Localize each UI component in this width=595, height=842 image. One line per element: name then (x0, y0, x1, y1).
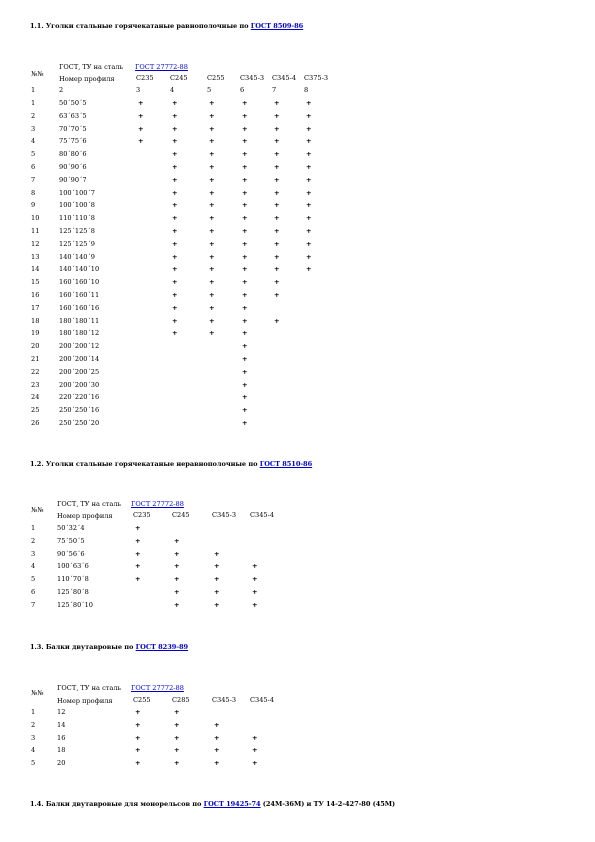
profile-number: 70´70´5 (59, 124, 87, 133)
applicability-mark: + (172, 239, 178, 248)
applicability-mark: + (172, 214, 178, 223)
profile-number: 18 (57, 746, 66, 755)
applicability-mark: + (135, 720, 141, 729)
profile-number: 125´125´8 (59, 227, 95, 235)
applicability-mark: + (252, 759, 258, 768)
applicability-mark: + (135, 562, 141, 571)
applicability-mark: + (274, 291, 280, 299)
profile-number: 220´220´16 (59, 393, 100, 402)
table-3-column-number-header: №№ (31, 689, 44, 697)
applicability-mark: + (209, 329, 215, 338)
applicability-mark: + (242, 201, 248, 210)
applicability-mark: + (214, 549, 220, 558)
applicability-mark: + (174, 600, 180, 609)
applicability-mark: + (174, 536, 180, 545)
applicability-mark: + (209, 252, 215, 261)
applicability-mark: + (214, 759, 220, 768)
grade-header: С375-3 (304, 74, 329, 82)
applicability-mark: + (172, 303, 178, 312)
applicability-mark: + (135, 733, 141, 742)
applicability-mark: + (209, 137, 215, 146)
applicability-mark: + (252, 562, 258, 571)
applicability-mark: + (209, 201, 215, 210)
applicability-mark: + (172, 291, 178, 299)
applicability-mark: + (214, 733, 220, 742)
applicability-mark: + (252, 746, 258, 755)
profile-number: 20 (57, 759, 66, 768)
applicability-mark: + (252, 588, 258, 596)
row-number: 1 (31, 99, 36, 107)
profile-number: 90´56´6 (57, 549, 85, 558)
profile-number: 50´50´5 (59, 99, 87, 107)
applicability-mark: + (274, 214, 280, 223)
applicability-mark: + (242, 124, 248, 133)
column-index-cell: 5 (207, 86, 212, 94)
row-number: 18 (31, 316, 40, 325)
applicability-mark: + (274, 252, 280, 261)
applicability-mark: + (172, 163, 178, 171)
profile-number: 125´80´8 (57, 588, 89, 596)
applicability-mark: + (242, 111, 248, 120)
applicability-mark: + (209, 163, 215, 171)
applicability-mark: + (172, 265, 178, 274)
applicability-mark: + (209, 291, 215, 299)
grade-header: С345-4 (250, 696, 275, 704)
section-1-3-heading-text: 1.3. Балки двутавровые по (30, 643, 136, 651)
profile-number: 125´125´9 (59, 239, 95, 248)
applicability-mark: + (274, 265, 280, 274)
table-2-column-number-header: №№ (31, 506, 44, 514)
row-number: 5 (31, 759, 36, 768)
applicability-mark: + (172, 316, 178, 325)
applicability-mark: + (209, 111, 215, 120)
row-number: 11 (31, 227, 40, 235)
grade-header: С235 (133, 511, 151, 519)
row-number: 9 (31, 201, 36, 210)
grade-header: С345-3 (240, 74, 265, 82)
row-number: 2 (31, 720, 36, 729)
applicability-mark: + (242, 291, 248, 299)
profile-number: 100´63´6 (57, 562, 89, 571)
applicability-mark: + (242, 265, 248, 274)
profile-number: 200´200´12 (59, 342, 100, 351)
profile-number: 125´80´10 (57, 600, 93, 609)
applicability-mark: + (252, 733, 258, 742)
applicability-mark: + (209, 188, 215, 197)
applicability-mark: + (242, 278, 248, 287)
applicability-mark: + (138, 137, 144, 146)
applicability-mark: + (242, 163, 248, 171)
applicability-mark: + (306, 99, 312, 107)
applicability-mark: + (174, 759, 180, 768)
profile-number: 140´140´9 (59, 252, 95, 261)
table-1-gost-tu-label: ГОСТ, ТУ на сталь (59, 63, 124, 71)
applicability-mark: + (306, 124, 312, 133)
profile-number: 110´70´8 (57, 575, 89, 584)
applicability-mark: + (135, 746, 141, 755)
row-number: 5 (31, 575, 36, 584)
applicability-mark: + (274, 111, 280, 120)
row-number: 16 (31, 291, 40, 299)
applicability-mark: + (214, 562, 220, 571)
applicability-mark: + (209, 316, 215, 325)
table-1-profile-header: Номер профиля (59, 75, 115, 83)
applicability-mark: + (172, 111, 178, 120)
row-number: 4 (31, 562, 36, 571)
row-number: 26 (31, 419, 40, 427)
row-number: 2 (31, 536, 36, 545)
row-number: 8 (31, 188, 36, 197)
applicability-mark: + (209, 124, 215, 133)
section-1-1-heading-text: 1.1. Уголки стальные горячекатаные равнополочные по (30, 22, 251, 30)
applicability-mark: + (172, 201, 178, 210)
profile-number: 250´250´20 (59, 419, 100, 427)
grade-header: С285 (172, 696, 190, 704)
applicability-mark: + (172, 278, 178, 287)
profile-number: 16 (57, 733, 66, 742)
row-number: 24 (31, 393, 40, 402)
column-index-cell: 1 (31, 86, 36, 94)
table-2-profile-header: Номер профиля (57, 512, 113, 520)
row-number: 7 (31, 175, 36, 184)
applicability-mark: + (274, 124, 280, 133)
applicability-mark: + (214, 600, 220, 609)
applicability-mark: + (306, 150, 312, 159)
applicability-mark: + (209, 278, 215, 287)
profile-number: 100´100´7 (59, 188, 95, 197)
applicability-mark: + (242, 252, 248, 261)
profile-number: 160´160´11 (59, 291, 100, 299)
applicability-mark: + (209, 99, 215, 107)
applicability-mark: + (274, 239, 280, 248)
row-number: 1 (31, 524, 36, 532)
applicability-mark: + (274, 227, 280, 235)
applicability-mark: + (242, 137, 248, 146)
column-index-cell: 7 (272, 86, 277, 94)
section-1-4-heading (30, 800, 395, 808)
applicability-mark: + (242, 227, 248, 235)
row-number: 3 (31, 124, 36, 133)
row-number: 7 (31, 600, 36, 609)
applicability-mark: + (274, 150, 280, 159)
row-number: 25 (31, 406, 40, 415)
row-number: 21 (31, 355, 40, 363)
applicability-mark: + (209, 227, 215, 235)
applicability-mark: + (135, 759, 141, 768)
applicability-mark: + (274, 201, 280, 210)
applicability-mark: + (274, 99, 280, 107)
applicability-mark: + (306, 188, 312, 197)
profile-number: 200´200´30 (59, 380, 100, 389)
section-1-2-heading-text: 1.2. Уголки стальные горячекатаные неравнополочные по (30, 460, 260, 468)
column-index-cell: 6 (240, 86, 245, 94)
applicability-mark: + (306, 239, 312, 248)
table-3-gost-tu-label: ГОСТ, ТУ на сталь (57, 684, 122, 692)
applicability-mark: + (242, 150, 248, 159)
applicability-mark: + (242, 380, 248, 389)
table-1-gost-27772-88-link[interactable]: ГОСТ 27772-88 (135, 63, 188, 71)
applicability-mark: + (174, 588, 180, 596)
applicability-mark: + (209, 239, 215, 248)
profile-number: 63´63´5 (59, 111, 87, 120)
applicability-mark: + (172, 329, 178, 338)
profile-number: 90´90´7 (59, 175, 87, 184)
applicability-mark: + (242, 329, 248, 338)
applicability-mark: + (209, 150, 215, 159)
applicability-mark: + (174, 746, 180, 755)
row-number: 20 (31, 342, 40, 351)
table-1-column-number-header: №№ (31, 70, 44, 78)
applicability-mark: + (172, 175, 178, 184)
profile-number: 200´200´14 (59, 355, 100, 363)
applicability-mark: + (172, 188, 178, 197)
applicability-mark: + (135, 708, 141, 716)
column-index-cell: 4 (170, 86, 175, 94)
row-number: 2 (31, 111, 36, 120)
table-3-gost-27772-88-link[interactable]: ГОСТ 27772-88 (131, 684, 184, 692)
applicability-mark: + (172, 124, 178, 133)
row-number: 14 (31, 265, 40, 274)
profile-number: 12 (57, 708, 66, 716)
row-number: 13 (31, 252, 40, 261)
applicability-mark: + (306, 175, 312, 184)
applicability-mark: + (242, 188, 248, 197)
gost-19425-74-link[interactable]: ГОСТ 19425-74 (203, 800, 261, 808)
applicability-mark: + (274, 188, 280, 197)
section-1-4-heading-text: 1.4. Балки двутавровые для монорельсов по (30, 800, 204, 808)
applicability-mark: + (242, 355, 248, 363)
row-number: 1 (31, 708, 36, 716)
applicability-mark: + (306, 214, 312, 223)
applicability-mark: + (174, 575, 180, 584)
applicability-mark: + (306, 137, 312, 146)
row-number: 5 (31, 150, 36, 159)
row-number: 12 (31, 239, 40, 248)
table-3-profile-header: Номер профиля (57, 697, 113, 705)
applicability-mark: + (174, 733, 180, 742)
applicability-mark: + (214, 575, 220, 584)
grade-header: С255 (133, 696, 151, 704)
table-2-gost-tu-label: ГОСТ, ТУ на сталь (57, 500, 122, 508)
applicability-mark: + (242, 99, 248, 107)
profile-number: 160´160´10 (59, 278, 100, 287)
row-number: 22 (31, 367, 40, 376)
applicability-mark: + (172, 99, 178, 107)
row-number: 4 (31, 137, 36, 146)
applicability-mark: + (242, 239, 248, 248)
grade-header: С345-4 (250, 511, 275, 519)
applicability-mark: + (242, 419, 248, 427)
applicability-mark: + (306, 201, 312, 210)
profile-number: 140´140´10 (59, 265, 100, 274)
applicability-mark: + (209, 214, 215, 223)
row-number: 17 (31, 303, 40, 312)
applicability-mark: + (274, 278, 280, 287)
column-index-cell: 8 (304, 86, 309, 94)
applicability-mark: + (242, 342, 248, 351)
applicability-mark: + (274, 163, 280, 171)
row-number: 10 (31, 214, 40, 223)
applicability-mark: + (138, 124, 144, 133)
applicability-mark: + (135, 524, 141, 532)
applicability-mark: + (306, 163, 312, 171)
profile-number: 75´50´5 (57, 536, 85, 545)
grade-header: С245 (172, 511, 190, 519)
applicability-mark: + (242, 303, 248, 312)
applicability-mark: + (306, 111, 312, 120)
applicability-mark: + (135, 549, 141, 558)
applicability-mark: + (274, 137, 280, 146)
profile-number: 50´32´4 (57, 524, 85, 532)
applicability-mark: + (172, 252, 178, 261)
profile-number: 180´180´11 (59, 316, 100, 325)
row-number: 19 (31, 329, 40, 338)
applicability-mark: + (242, 175, 248, 184)
applicability-mark: + (209, 265, 215, 274)
gost-8239-89-link[interactable]: ГОСТ 8239-89 (135, 643, 189, 651)
profile-number: 90´90´6 (59, 163, 87, 171)
grade-header: С345-3 (212, 511, 237, 519)
grade-header: С235 (136, 74, 154, 82)
applicability-mark: + (209, 175, 215, 184)
row-number: 23 (31, 380, 40, 389)
applicability-mark: + (172, 137, 178, 146)
applicability-mark: + (242, 406, 248, 415)
gost-8510-86-link[interactable]: ГОСТ 8510-86 (259, 460, 313, 468)
profile-number: 14 (57, 720, 66, 729)
applicability-mark: + (242, 367, 248, 376)
applicability-mark: + (174, 549, 180, 558)
applicability-mark: + (306, 265, 312, 274)
applicability-mark: + (214, 720, 220, 729)
applicability-mark: + (174, 562, 180, 571)
column-index-cell: 2 (59, 86, 64, 94)
section-1-2-heading (30, 460, 312, 468)
applicability-mark: + (274, 175, 280, 184)
applicability-mark: + (214, 588, 220, 596)
applicability-mark: + (252, 600, 258, 609)
grade-header: С255 (207, 74, 225, 82)
applicability-mark: + (172, 150, 178, 159)
applicability-mark: + (138, 99, 144, 107)
profile-number: 100´100´8 (59, 201, 95, 210)
applicability-mark: + (242, 316, 248, 325)
applicability-mark: + (174, 708, 180, 716)
profile-number: 160´160´16 (59, 303, 100, 312)
profile-number: 250´250´16 (59, 406, 100, 415)
table-2-gost-27772-88-link[interactable]: ГОСТ 27772-88 (131, 500, 184, 508)
profile-number: 180´180´12 (59, 329, 100, 338)
applicability-mark: + (135, 536, 141, 545)
applicability-mark: + (242, 214, 248, 223)
section-1-1-heading (30, 22, 303, 30)
profile-number: 80´80´6 (59, 150, 87, 159)
applicability-mark: + (174, 720, 180, 729)
row-number: 3 (31, 549, 36, 558)
profile-number: 110´110´8 (59, 214, 95, 223)
applicability-mark: + (306, 227, 312, 235)
row-number: 3 (31, 733, 36, 742)
section-1-4-heading-tail: (24М-36М) и ТУ 14-2-427-80 (45М) (260, 800, 396, 808)
grade-header: С345-3 (212, 696, 237, 704)
gost-8509-86-link[interactable]: ГОСТ 8509-86 (250, 22, 304, 30)
grade-header: С245 (170, 74, 188, 82)
applicability-mark: + (306, 252, 312, 261)
section-1-3-heading (30, 643, 188, 651)
applicability-mark: + (172, 227, 178, 235)
row-number: 4 (31, 746, 36, 755)
profile-number: 200´200´25 (59, 367, 100, 376)
row-number: 6 (31, 588, 36, 596)
grade-header: С345-4 (272, 74, 297, 82)
applicability-mark: + (138, 111, 144, 120)
column-index-cell: 3 (136, 86, 141, 94)
applicability-mark: + (274, 316, 280, 325)
applicability-mark: + (209, 303, 215, 312)
applicability-mark: + (214, 746, 220, 755)
applicability-mark: + (242, 393, 248, 402)
row-number: 15 (31, 278, 40, 287)
applicability-mark: + (135, 575, 141, 584)
applicability-mark: + (252, 575, 258, 584)
row-number: 6 (31, 163, 36, 171)
profile-number: 75´75´6 (59, 137, 87, 146)
